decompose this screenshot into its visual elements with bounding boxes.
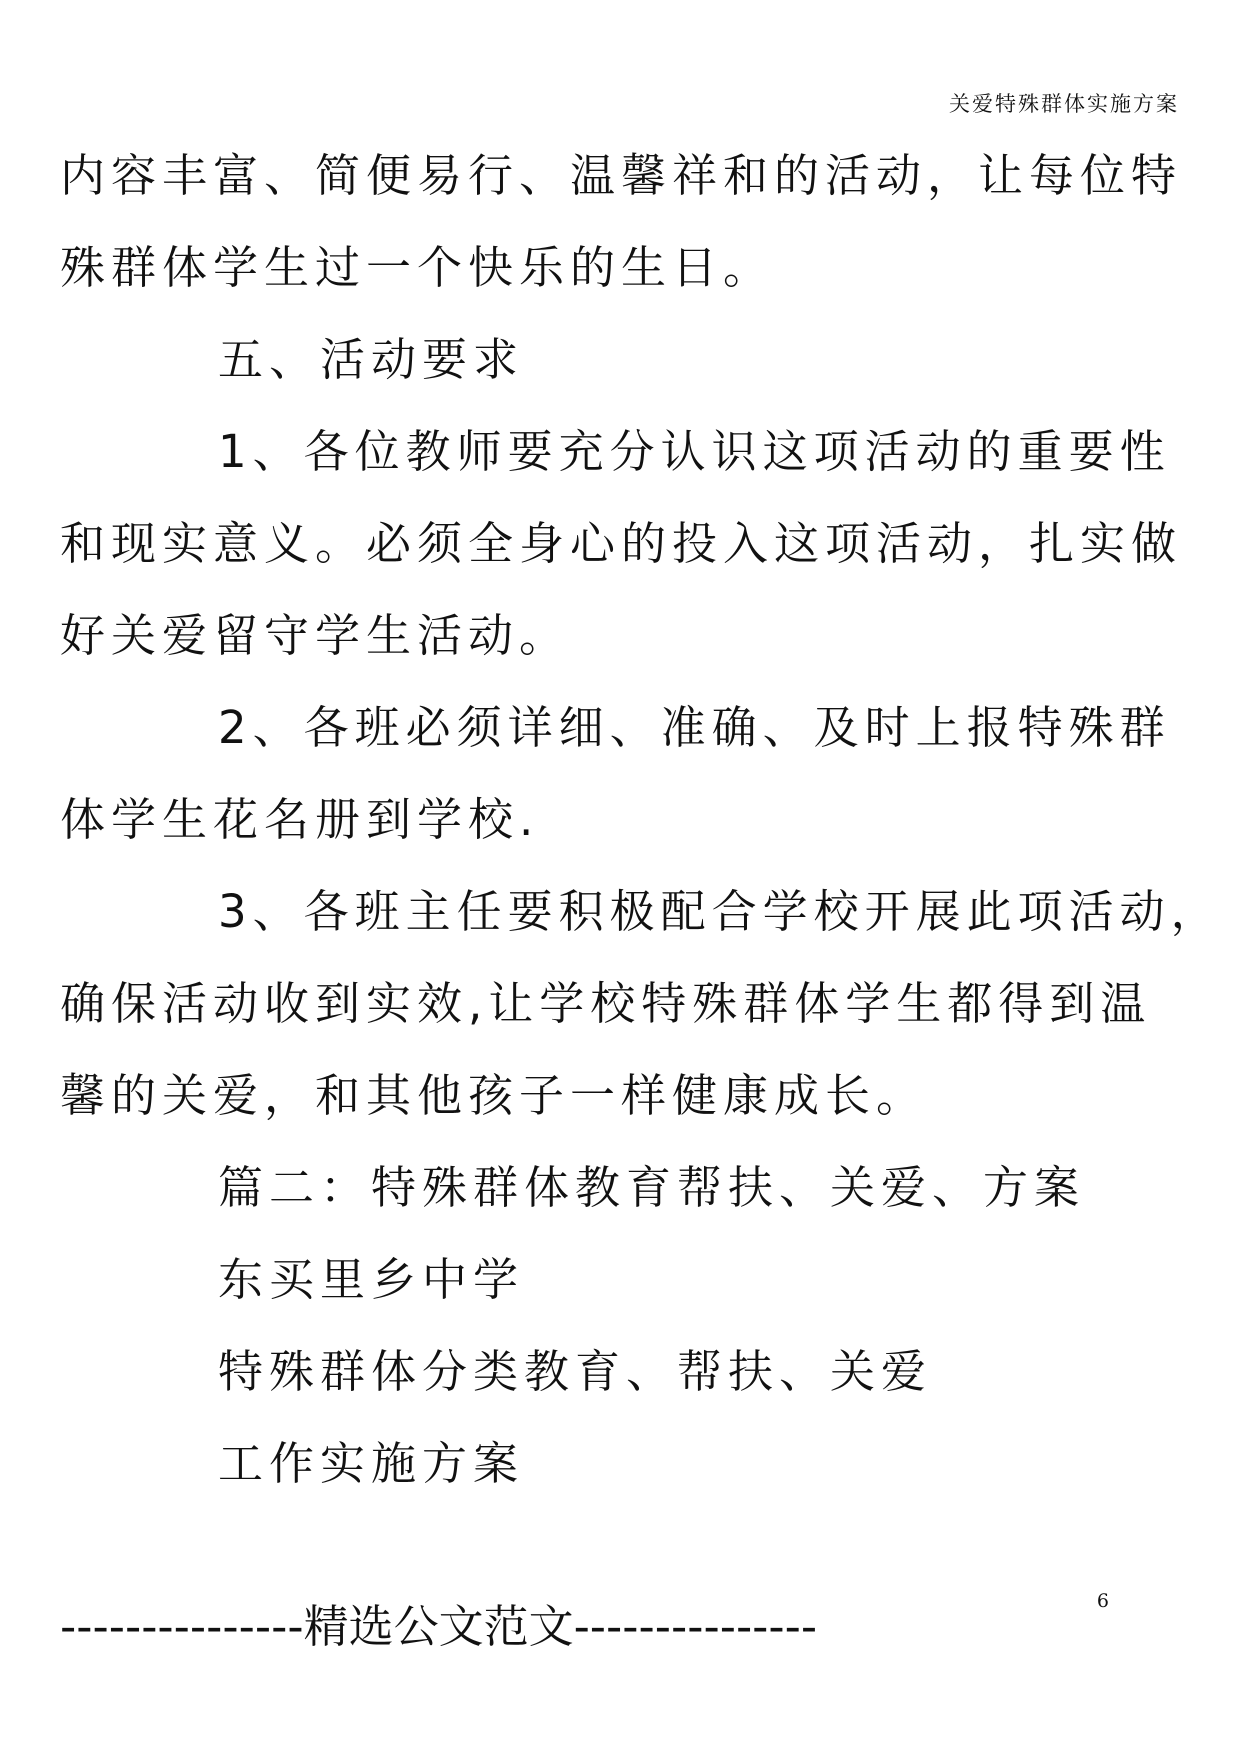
footer-banner: ---------------精选公文范文--------------- bbox=[60, 1600, 818, 1653]
paragraph-line: 3、各班主任要积极配合学校开展此项活动， bbox=[218, 885, 1222, 938]
article-title: 篇二：特殊群体教育帮扶、关爱、方案 bbox=[218, 1161, 1086, 1214]
section-heading: 五、活动要求 bbox=[218, 333, 525, 386]
paragraph-line: 殊群体学生过一个快乐的生日。 bbox=[60, 241, 775, 294]
paragraph-line: 体学生花名册到学校. bbox=[60, 793, 540, 846]
paragraph-line: 1、各位教师要充分认识这项活动的重要性 bbox=[218, 425, 1171, 478]
paragraph-line: 馨的关爱，和其他孩子一样健康成长。 bbox=[60, 1069, 928, 1122]
running-header: 关爱特殊群体实施方案 bbox=[949, 92, 1179, 116]
paragraph-line: 内容丰富、简便易行、温馨祥和的活动，让每位特 bbox=[60, 149, 1183, 202]
paragraph-line: 好关爱留守学生活动。 bbox=[60, 609, 571, 662]
document-body bbox=[60, 130, 1222, 1510]
paragraph-line: 2、各班必须详细、准确、及时上报特殊群 bbox=[218, 701, 1171, 754]
page-number: 6 bbox=[1096, 1590, 1109, 1612]
plan-title-line: 特殊群体分类教育、帮扶、关爱 bbox=[218, 1345, 933, 1398]
school-name: 东买里乡中学 bbox=[218, 1253, 525, 1306]
paragraph-line: 确保活动收到实效,让学校特殊群体学生都得到温 bbox=[60, 977, 1152, 1030]
paragraph-line: 和现实意义。必须全身心的投入这项活动，扎实做 bbox=[60, 517, 1183, 570]
plan-title-line: 工作实施方案 bbox=[218, 1437, 525, 1490]
